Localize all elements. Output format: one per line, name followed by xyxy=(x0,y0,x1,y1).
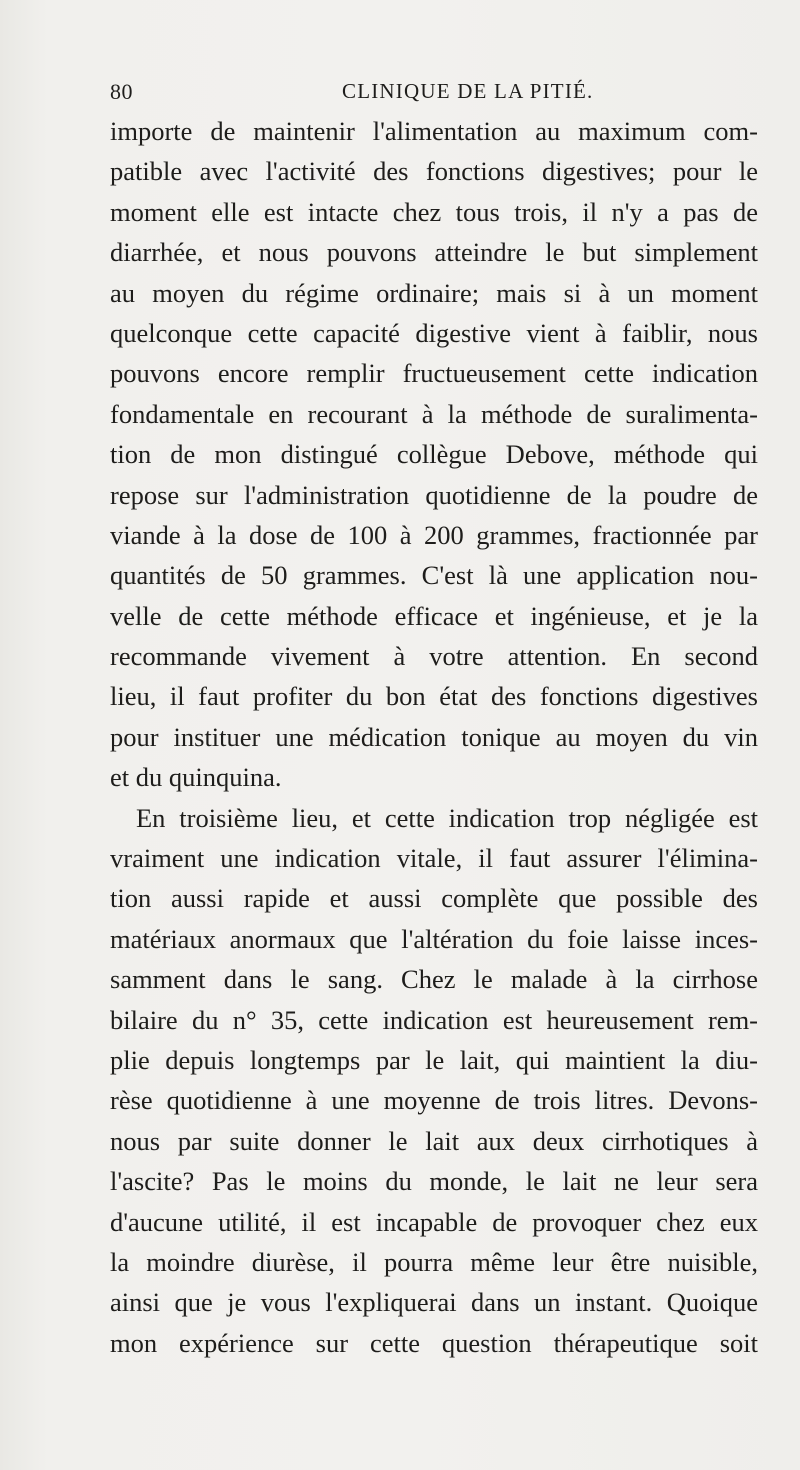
running-title: CLINIQUE DE LA PITIÉ. xyxy=(342,79,594,103)
text-line: moment elle est intacte chez tous trois, il n'y a pas de xyxy=(110,196,758,227)
text-line: au moyen du régime ordinaire; mais si à un moment xyxy=(110,277,758,308)
text-line: d'aucune utilité, il est incapable de provoquer chez eux xyxy=(110,1206,758,1237)
paragraph-first-line: En troisième lieu, et cette indication trop négligée est xyxy=(136,802,758,833)
running-head xyxy=(110,79,760,109)
text-line: pour instituer une médication tonique au moyen du vin xyxy=(110,721,758,752)
text-line: bilaire du n° 35, cette indication est heureusement rem- xyxy=(110,1004,758,1035)
body-text xyxy=(110,111,758,1363)
text-line: repose sur l'administration quotidienne de la poudre de xyxy=(110,479,758,510)
text-line: tion de mon distingué collègue Debove, méthode qui xyxy=(110,439,758,470)
text-line: mon expérience sur cette question thérapeutique soit xyxy=(110,1327,758,1358)
text-line: lieu, il faut profiter du bon état des fonctions digestives xyxy=(110,681,758,712)
text-line: matériaux anormaux que l'altération du foie laisse inces- xyxy=(110,923,758,954)
text-line: tion aussi rapide et aussi complète que possible des xyxy=(110,883,758,914)
page-number: 80 xyxy=(110,79,133,104)
text-line: pouvons encore remplir fructueusement cette indication xyxy=(110,358,758,389)
text-line: vraiment une indication vitale, il faut assurer l'élimina- xyxy=(110,843,758,874)
text-line: samment dans le sang. Chez le malade à la cirrhose xyxy=(110,964,758,995)
text-line: la moindre diurèse, il pourra même leur être nuisible, xyxy=(110,1246,758,1277)
paragraph-end-line: et du quinquina. xyxy=(110,762,282,793)
text-line: ainsi que je vous l'expliquerai dans un instant. Quoique xyxy=(110,1287,758,1318)
text-line: fondamentale en recourant à la méthode de suralimenta- xyxy=(110,398,758,429)
text-line: nous par suite donner le lait aux deux cirrhotiques à xyxy=(110,1125,758,1156)
text-line: velle de cette méthode efficace et ingénieuse, et je la xyxy=(110,600,758,631)
text-line: quantités de 50 grammes. C'est là une application nou- xyxy=(110,560,758,591)
text-line: recommande vivement à votre attention. En second xyxy=(110,641,758,672)
text-line: quelconque cette capacité digestive vient à faiblir, nous xyxy=(110,317,758,348)
text-line: rèse quotidienne à une moyenne de trois litres. Devons- xyxy=(110,1085,758,1116)
text-line: plie depuis longtemps par le lait, qui maintient la diu- xyxy=(110,1044,758,1075)
text-line: l'ascite? Pas le moins du monde, le lait ne leur sera xyxy=(110,1166,758,1197)
text-line: diarrhée, et nous pouvons atteindre le but simplement xyxy=(110,237,758,268)
text-line: viande à la dose de 100 à 200 grammes, fractionnée par xyxy=(110,519,758,550)
text-line: importe de maintenir l'alimentation au maximum com- xyxy=(110,116,758,146)
text-line: patible avec l'activité des fonctions digestives; pour le xyxy=(110,156,758,187)
